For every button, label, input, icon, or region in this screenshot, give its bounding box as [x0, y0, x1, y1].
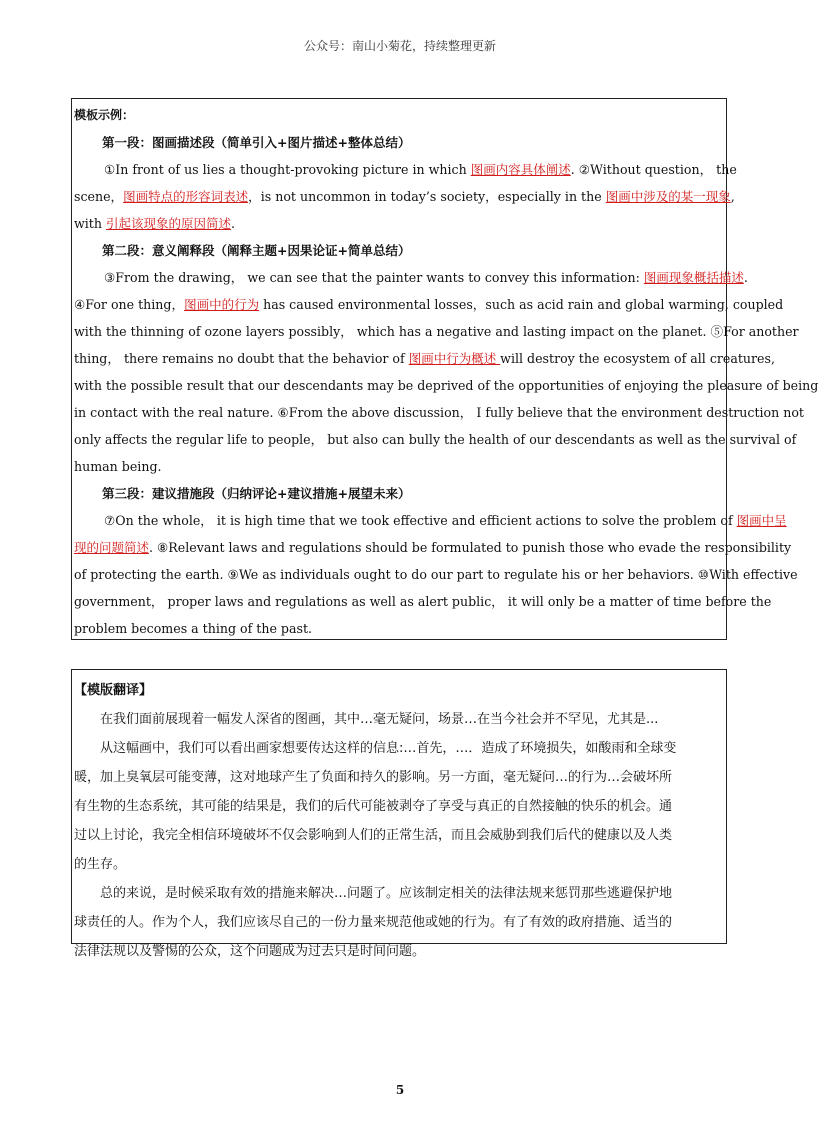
text-run: .	[231, 216, 236, 231]
text-run: ①In front of us lies a thought-provoking picture in which	[104, 162, 471, 177]
blank-fill: 现的问题简述	[74, 540, 150, 555]
para2-line-2	[72, 291, 784, 318]
template-example-box	[71, 98, 818, 640]
para2-line-7: only affects the regular life to people， but also can bully the health of our descendants as well as the survival of	[74, 432, 797, 447]
text-run: ,	[730, 189, 735, 204]
para3-line-3: of protecting the earth. ⑨We as individuals ought to do our part to regulate his or her behaviors. ⑩With effective	[74, 567, 798, 582]
blank-fill: 图画中的行为	[184, 297, 260, 312]
text-run: with	[74, 216, 106, 231]
para2-line-4	[72, 345, 775, 372]
text-run: ③From the drawing， we can see that the painter wants to convey this information:	[104, 270, 644, 285]
translation-line: 球责任的人。作为个人，我们应该尽自己的一份力量来规范他或她的行为。有了有效的政府措施、适当的	[74, 915, 673, 930]
para3-line-1	[72, 507, 787, 534]
text-run: has caused environmental losses，such as acid rain and global warming, coupled	[259, 297, 784, 312]
translation-box	[71, 669, 727, 959]
para2-line-1	[72, 264, 748, 291]
blank-fill: 图画中行为概述	[408, 351, 501, 366]
text-run: ，is not uncommon in today’s society，especially in the	[248, 189, 606, 204]
text-run: scene，	[74, 189, 124, 204]
page-header: 公众号：南山小菊花，持续整理更新	[303, 39, 496, 53]
para3-line-5: problem becomes a thing of the past.	[74, 621, 313, 636]
blank-fill: 引起该现象的原因简述	[105, 216, 231, 231]
blank-fill: 图画内容具体阐述	[470, 162, 571, 177]
page-number: 5	[395, 1083, 405, 1097]
text-run: thing， there remains no doubt that the behavior of	[74, 351, 409, 366]
para2-line-6: in contact with the real nature. ⑥From the above discussion， I fully believe that the environment destruction not	[74, 405, 804, 420]
para2-line-5: with the possible result that our descendants may be deprived of the opportunities of enjoying the pleasure of being	[74, 378, 818, 393]
para2-heading: 第二段：意义阐释段（阐释主题+因果论证+简单总结）	[102, 243, 411, 258]
para1-line-1	[72, 156, 737, 183]
para3-line-2	[72, 534, 792, 561]
translation-line: 过以上讨论，我完全相信环境破坏不仅会影响到人们的正常生活，而且会威胁到我们后代的健康以及人类	[74, 828, 673, 843]
para1-line-2	[72, 183, 735, 210]
translation-title: 【模版翻译】	[74, 683, 153, 698]
para2-line-8: human being.	[74, 459, 162, 474]
blank-fill: 图画现象概括描述	[643, 270, 744, 285]
translation-line: 在我们面前展现着一幅发人深省的图画，其中…毫无疑问，场景…在当今社会并不罕见，尤其是...	[100, 712, 659, 727]
translation-line: 暖，加上臭氧层可能变薄，这对地球产生了负面和持久的影响。另一方面，毫无疑问…的行为…会破坏所	[74, 770, 673, 785]
text-run: . ②Without question， the	[570, 162, 737, 177]
text-run: . ⑧Relevant laws and regulations should be formulated to punish those who evade the responsibility	[149, 540, 792, 555]
translation-line: 法律法规以及警惕的公众，这个问题成为过去只是时间问题。	[74, 944, 426, 959]
translation-line: 从这幅画中，我们可以看出画家想要传达这样的信息:…首先，…．造成了环境损失，如酸雨和全球变	[100, 741, 677, 756]
template-title: 模板示例：	[74, 108, 135, 122]
translation-line: 有生物的生态系统，其可能的结果是，我们的后代可能被剥夺了享受与真正的自然接触的快乐的机会。通	[74, 799, 673, 814]
blank-fill: 图画中呈	[736, 513, 787, 528]
para2-line-3: with the thinning of ozone layers possibly， which has a negative and lasting impact on the planet. ⑤For another	[74, 324, 799, 339]
para3-line-4: government， proper laws and regulations as well as alert public， it will only be a matter of time before the	[74, 594, 772, 609]
text-run: .	[743, 270, 748, 285]
para3-heading: 第三段：建议措施段（归纳评论+建议措施+展望未来）	[102, 486, 411, 501]
translation-line: 总的来说，是时候采取有效的措施来解决…问题了。应该制定相关的法律法规来惩罚那些逃避保护地	[100, 886, 673, 901]
blank-fill: 图画中涉及的某一现象	[605, 189, 731, 204]
text-run: ④For one thing，	[74, 297, 185, 312]
blank-fill: 图画特点的形容词表述	[123, 189, 249, 204]
para1-heading: 第一段：图画描述段（简单引入+图片描述+整体总结）	[102, 135, 411, 150]
text-run: ⑦On the whole， it is high time that we took effective and efficient actions to solve the problem of	[104, 513, 737, 528]
translation-line: 的生存。	[74, 857, 127, 872]
para1-line-3	[72, 210, 726, 237]
text-run: will destroy the ecosystem of all creatures,	[500, 351, 775, 366]
